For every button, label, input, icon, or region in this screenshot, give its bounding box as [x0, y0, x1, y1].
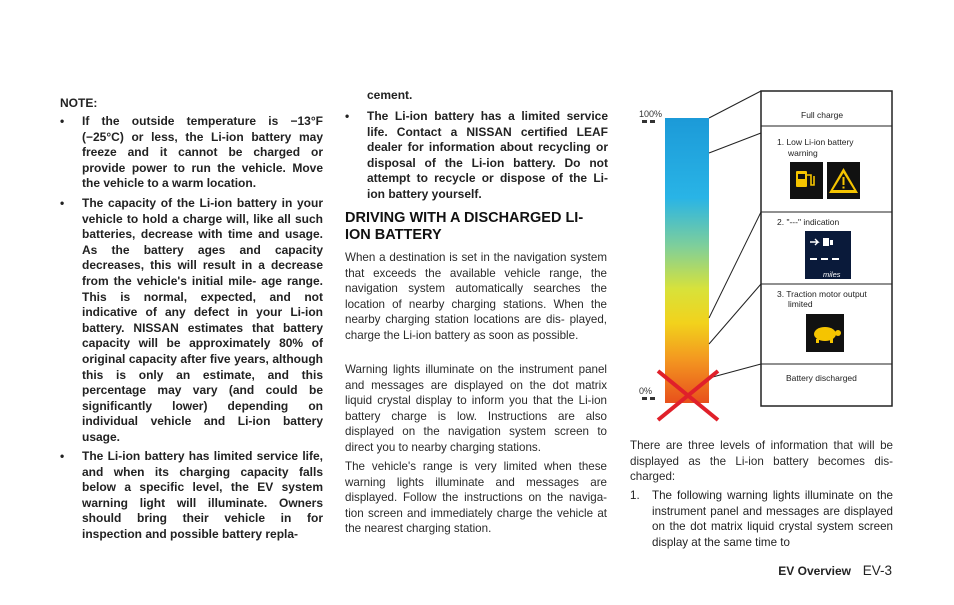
bullet-dot: • — [60, 449, 65, 463]
footer-section-title: EV Overview — [778, 564, 851, 578]
battery-discharged-label: Battery discharged — [786, 373, 857, 383]
connector-line — [709, 91, 761, 118]
footer-page-number: EV-3 — [862, 563, 892, 578]
connector-line — [709, 133, 761, 153]
label-0-percent: 0% — [639, 386, 653, 396]
level-marker — [650, 120, 655, 123]
indication-label: 2. "---" indication — [777, 217, 840, 227]
traction-label-2: limited — [788, 299, 813, 309]
heading-line-2: ION BATTERY — [345, 227, 442, 243]
level-marker — [642, 120, 647, 123]
miles-label: miles — [823, 270, 841, 279]
item-number: 1. — [630, 489, 640, 502]
recycle-bullet — [345, 109, 608, 203]
note-bullet-2 — [60, 196, 323, 446]
paragraph-1: When a destination is set in the navigation system that exceeds the available vehicle range, the navigation system automatically searches the location of nearby charging stations. When the nearby charging station locations are dis- played, charge the Li-ion battery as soon as possible. — [345, 251, 607, 342]
bullet-dot: • — [345, 109, 350, 123]
level-marker — [642, 397, 647, 400]
note-bullet-3 — [60, 449, 323, 543]
heading-line-1: DRIVING WITH A DISCHARGED LI- — [345, 210, 584, 226]
item-text: The following warning lights illuminate on the instrument panel and messages are displayed on the dot matrix liquid crystal system screen display at the same time to — [652, 489, 893, 549]
note-bullet-text: The Li-ion battery has limited service life, and when its charging capacity falls below a specific level, the EV system warning light will illuminate. Owners should bring their vehicle in for inspection and possible battery repla- — [82, 449, 323, 541]
level-marker — [650, 397, 655, 400]
levels-intro: There are three levels of information that will be displayed as the Li-ion battery becomes dis- charged: — [630, 439, 893, 484]
connector-line — [709, 212, 761, 318]
note-heading: NOTE: — [60, 96, 98, 110]
paragraph-2: Warning lights illuminate on the instrument panel and messages are displayed on the dot matrix liquid crystal display to inform you that the Li-ion battery charge is low. Instructions are also displayed on the navigation system screen to direct you to nearby charging stations. — [345, 363, 607, 454]
bullet-dot: • — [60, 114, 65, 128]
dashes-indication — [810, 258, 839, 260]
section-heading — [345, 210, 607, 244]
label-100-percent: 100% — [639, 109, 663, 119]
battery-level-figure — [630, 88, 895, 428]
full-charge-label: Full charge — [801, 110, 844, 120]
battery-gradient-bar — [665, 118, 709, 403]
traction-label: 3. Traction motor output — [777, 289, 867, 299]
continuation-text: cement. — [367, 88, 413, 102]
low-battery-label: 1. Low Li-ion battery — [777, 137, 854, 147]
note-bullet-1 — [60, 114, 323, 192]
paragraph-3: The vehicle's range is very limited when these warning lights illuminate and messages are displayed. Follow the instructions on the naviga- tion screen and immediately charge the vehicle at the nearest charging station. — [345, 460, 607, 536]
note-bullet-text: The capacity of the Li-ion battery in your vehicle to hold a charge will, like all such batteries, decrease with time and usage. As the battery ages and capacity decreases, this will result in a decrease from the vehicle's initial mile- age range. This is normal, expected, and not indicative of any defect in your Li-ion battery. NISSAN estimates that battery capacity will be approximately 80% of original capacity after five years, although this is only an estimate, and this percentage may vary (and could be significantly lower) depending on individual vehicle and Li-ion battery usage. — [82, 196, 323, 444]
note-bullet-text: If the outside temperature is −13°F (−25°C) or less, the Li-ion battery may freeze and it cannot be charged or provide power to run the vehicle. Move the vehicle to a warm location. — [82, 114, 323, 191]
low-battery-label-2: warning — [788, 148, 818, 158]
connector-line — [709, 284, 761, 344]
bullet-dot: • — [60, 196, 65, 210]
recycle-bullet-text: The Li-ion battery has a limited service life. Contact a NISSAN certified LEAF dealer for information about recycling or disposal of the Li-ion battery. Do not attempt to recycle or dispose of the Li- ion battery yourself. — [367, 109, 608, 201]
